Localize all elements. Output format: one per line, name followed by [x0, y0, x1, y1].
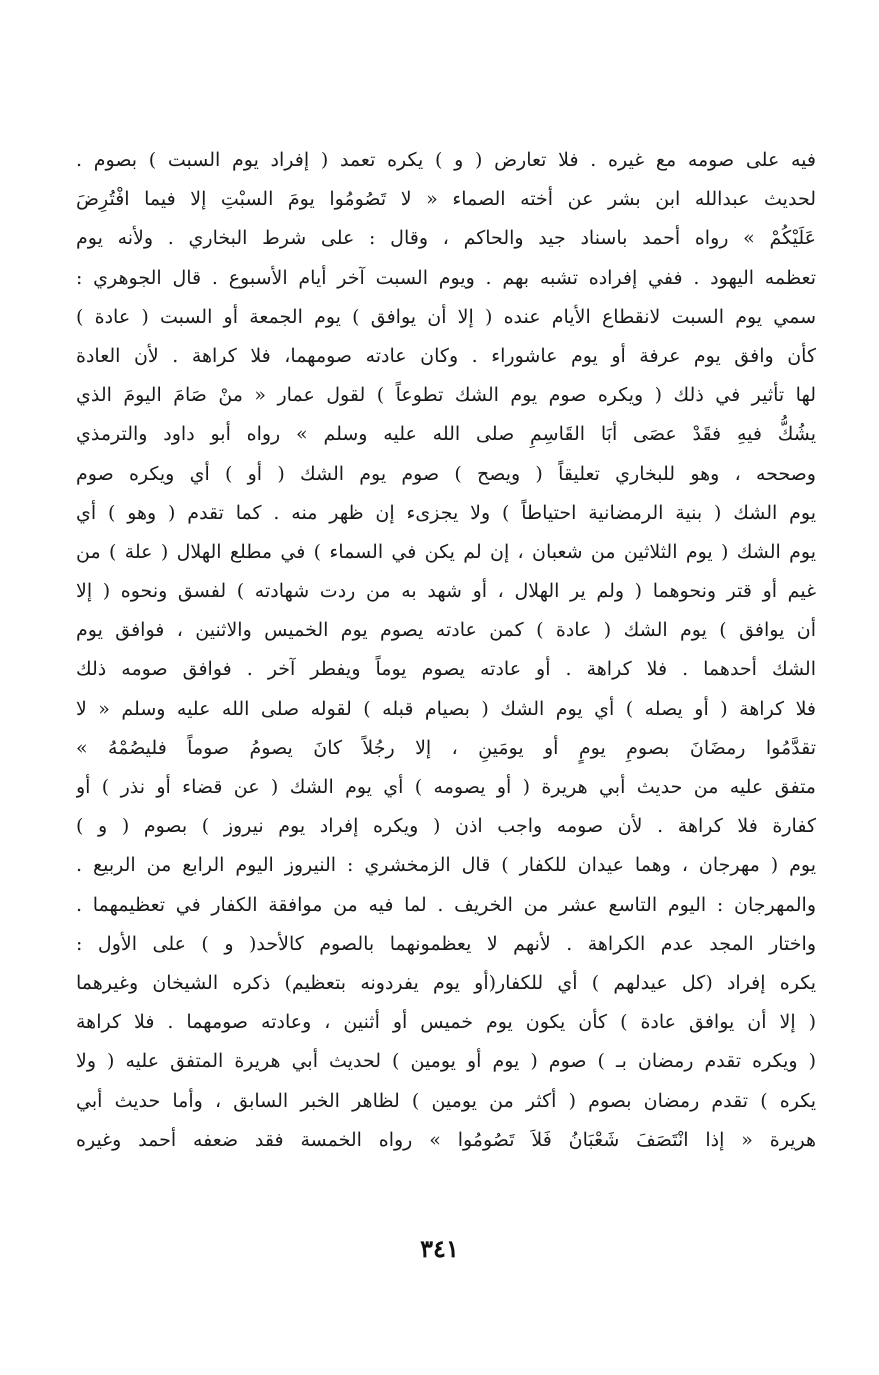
text-line: والمهرجان : اليوم التاسع عشر من الخريف . لما فيه من موافقة الكفار في تعظيمهما .	[76, 893, 816, 916]
body-text	[76, 141, 816, 1160]
text-line: ( ويكره تقدم رمضان بـ ) صوم ( يوم أو يومين ) لحديث أبي هريرة المتفق عليه ( ولا	[76, 1050, 816, 1073]
text-line: يكره ) تقدم رمضان بصوم ( أكثر من يومين ) لظاهر الخبر السابق ، وأما حديث أبي	[76, 1089, 816, 1112]
text-line: تعظمه اليهود . ففي إفراده تشبه بهم . ويوم السبت آخر أيام الأسبوع . قال الجوهري :	[76, 266, 816, 289]
text-line: عَلَيْكُمْ » رواه أحمد باسناد جيد والحاكم ، وقال : على شرط البخاري . ولأنه يوم	[76, 227, 816, 250]
text-line: لحديث عبدالله ابن بشر عن أخته الصماء « لا تَصُومُوا يومَ السبْتِ إلا فيما افْتُرِضَ	[76, 188, 816, 211]
text-line: يوم الشك ( يوم الثلاثين من شعبان ، إن لم يكن في السماء ) في مطلع الهلال ( علة ) من	[76, 540, 816, 563]
text-line: يشُكُّ فيهِ فقَدْ عصَى أبَا القَاسِمِ صلى الله عليه وسلم » رواه أبو داود والترمذي	[76, 423, 816, 446]
text-line: هريرة « إذا انْتَصَفَ شَعْبَانُ فَلاَ تَصُومُوا » رواه الخمسة فقد ضعفه أحمد وغيره	[76, 1128, 816, 1151]
text-line: يوم الشك ( بنية الرمضانية احتياطاً ) ولا يجزىء إن ظهر منه . كما تقدم ( وهو ) أي	[76, 501, 816, 524]
text-line: واختار المجد عدم الكراهة . لأنهم لا يعظمونهما بالصوم كالأحد( و ) على الأول :	[76, 932, 816, 955]
text-line: كأن وافق يوم عرفة أو يوم عاشوراء . وكان عادته صومهما، فلا كراهة . لأن العادة	[76, 344, 816, 367]
text-line: يكره إفراد (كل عيدلهم ) أي للكفار(أو يوم يفردونه بتعظيم) ذكره الشيخان وغيرهما	[76, 971, 816, 994]
text-line: سمي يوم السبت لانقطاع الأيام عنده ( إلا أن يوافق ) يوم الجمعة أو السبت ( عادة )	[76, 305, 816, 328]
text-line: متفق عليه من حديث أبي هريرة ( أو يصومه ) أي يوم الشك ( عن قضاء أو نذر ) أو	[76, 776, 816, 798]
text-line: لها تأثير في ذلك ( ويكره صوم يوم الشك تطوعاً ) لقول عمار « منْ صَامَ اليومَ الذي	[76, 384, 816, 407]
text-line: الشك أحدهما . فلا كراهة . أو عادته يصوم يوماً ويفطر آخر . فوافق صومه ذلك	[76, 658, 816, 681]
text-line: كفارة فلا كراهة . لأن صومه واجب اذن ( ويكره إفراد يوم نيروز ) بصوم ( و )	[76, 815, 816, 838]
text-line: فيه على صومه مع غيره . فلا تعارض ( و ) يكره تعمد ( إفراد يوم السبت ) بصوم .	[76, 149, 816, 171]
text-line: تقدَّمُوا رمضَانَ بصومِ يومٍ أو يومَينِ ، إلا رجُلاً كانَ يصومُ صوماً فليصُمْهُ »	[76, 736, 816, 759]
text-line: يوم ( مهرجان ، وهما عيدان للكفار ) قال الزمخشري : النيروز اليوم الرابع من الربيع .	[76, 854, 816, 877]
text-line: غيم أو قتر ونحوهما ( ولم ير الهلال ، أو شهد به من ردت شهادته ) لفسق ونحوه ( إلا	[76, 580, 816, 603]
text-line: أن يوافق ) يوم الشك ( عادة ) كمن عادته يصوم يوم الخميس والاثنين ، فوافق يوم	[76, 619, 816, 642]
text-line: فلا كراهة ( أو يصله ) أي يوم الشك ( بصيام قبله ) لقوله صلى الله عليه وسلم « لا	[76, 697, 816, 720]
text-line: ( إلا أن يوافق عادة ) كأن يكون يوم خميس أو أثنين ، وعادته صومهما . فلا كراهة	[76, 1011, 816, 1034]
text-line: وصححه ، وهو للبخاري تعليقاً ( ويصح ) صوم يوم الشك ( أو ) أي ويكره صوم	[76, 462, 816, 485]
page-number: ٣٤١	[420, 1234, 459, 1263]
